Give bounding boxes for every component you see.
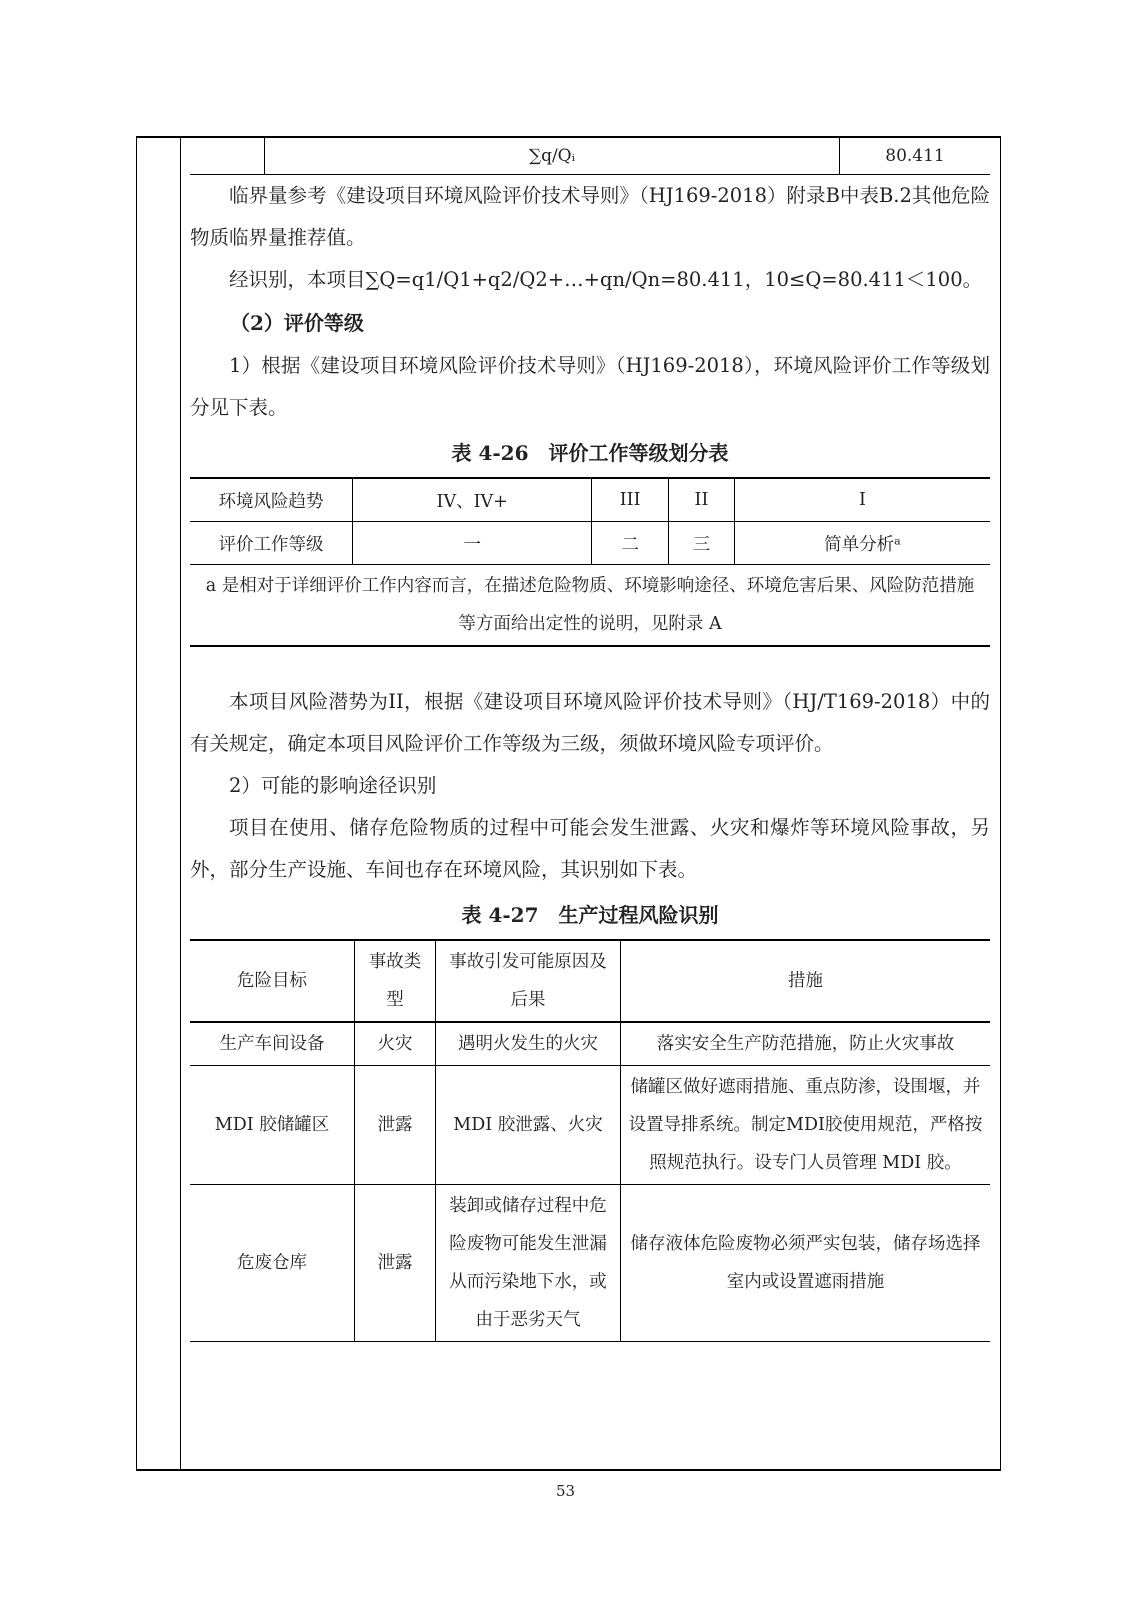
page-number: 53 — [555, 1482, 576, 1500]
table-cell: 三 — [668, 522, 734, 565]
paragraph-risk-potential: 本项目风险潜势为II，根据《建设项目环境风险评价技术导则》（HJ/T169-2018）中的有关规定，确定本项目风险评价工作等级为三级，须做环境风险专项评价。 — [190, 690, 990, 755]
section-heading-evaluation-level: （2）评价等级 — [230, 311, 364, 335]
table-cell: 遇明火发生的火灾 — [436, 1022, 621, 1066]
column-header: 事故类型 — [355, 940, 436, 1022]
table-cell: 二 — [592, 522, 669, 565]
table-4-27 — [190, 939, 990, 1342]
frame-bottom-border — [136, 1469, 1001, 1471]
paragraph-impact-pathway-heading: 2）可能的影响途径识别 — [229, 774, 437, 797]
table-header-row — [190, 940, 990, 1022]
paragraph-risk-accidents: 项目在使用、储存危险物质的过程中可能会发生泄露、火灾和爆炸等环境风险事故，另外，部分生产设施、车间也存在环境风险，其识别如下表。 — [190, 816, 990, 881]
table-cell: 评价工作等级 — [190, 522, 353, 565]
table-row — [190, 565, 990, 647]
sum-row-blank-cell — [190, 138, 265, 175]
table-cell: III — [592, 478, 669, 522]
sum-row-value: 80.411 — [840, 138, 991, 175]
table-cell: 装卸或储存过程中危险废物可能发生泄漏从而污染地下水，或由于恶劣天气 — [436, 1185, 621, 1342]
paragraph-q-calculation: 经识别，本项目∑Q=q1/Q1+q2/Q2+…+qn/Qn=80.411，10≤Q=80.411＜100。 — [229, 268, 983, 291]
frame-inner-border — [180, 136, 181, 1470]
table-cell: 危废仓库 — [190, 1185, 355, 1342]
table-cell: 泄露 — [355, 1185, 436, 1342]
table-cell: MDI 胶储罐区 — [190, 1066, 355, 1185]
column-header: 危险目标 — [190, 940, 355, 1022]
table-row — [190, 138, 990, 175]
column-header: 措施 — [621, 940, 991, 1022]
table-cell: II — [668, 478, 734, 522]
page-content — [190, 138, 990, 1342]
table-4-26-note: a 是相对于详细评价工作内容而言，在描述危险物质、环境影响途径、环境危害后果、风险防范措施等方面给出定性的说明，见附录 A — [190, 565, 990, 647]
table-4-26 — [190, 477, 990, 647]
frame-right-border — [1000, 136, 1001, 1470]
sum-row-label: ∑q/Qᵢ — [265, 138, 840, 175]
table-row — [190, 1066, 990, 1185]
sum-q-table — [190, 138, 990, 175]
table-cell: 生产车间设备 — [190, 1022, 355, 1066]
table-cell: 环境风险趋势 — [190, 478, 353, 522]
table-cell: IV、IV+ — [353, 478, 592, 522]
paragraph-level-basis: 1）根据《建设项目环境风险评价技术导则》（HJ169-2018），环境风险评价工作等级划分见下表。 — [190, 354, 990, 419]
table-cell: 简单分析ᵃ — [734, 522, 990, 565]
table-cell: 泄露 — [355, 1066, 436, 1185]
table-cell: 一 — [353, 522, 592, 565]
table-row — [190, 478, 990, 522]
table-4-27-caption: 表 4-27 生产过程风险识别 — [461, 903, 719, 927]
table-cell: 落实安全生产防范措施，防止火灾事故 — [621, 1022, 991, 1066]
table-cell: 储存液体危险废物必须严实包装，储存场选择室内或设置遮雨措施 — [621, 1185, 991, 1342]
table-cell: 火灾 — [355, 1022, 436, 1066]
column-header: 事故引发可能原因及后果 — [436, 940, 621, 1022]
frame-left-border — [136, 136, 137, 1470]
table-row — [190, 1022, 990, 1066]
table-4-26-caption: 表 4-26 评价工作等级划分表 — [451, 441, 729, 465]
paragraph-threshold-reference: 临界量参考《建设项目环境风险评价技术导则》（HJ169-2018）附录B中表B.2其他危险物质临界量推荐值。 — [190, 184, 990, 249]
table-cell: MDI 胶泄露、火灾 — [436, 1066, 621, 1185]
table-cell: 储罐区做好遮雨措施、重点防渗，设围堰，并设置导排系统。制定MDI胶使用规范，严格按照规范执行。设专门人员管理 MDI 胶。 — [621, 1066, 991, 1185]
table-row — [190, 1185, 990, 1342]
table-cell: I — [734, 478, 990, 522]
table-row — [190, 522, 990, 565]
